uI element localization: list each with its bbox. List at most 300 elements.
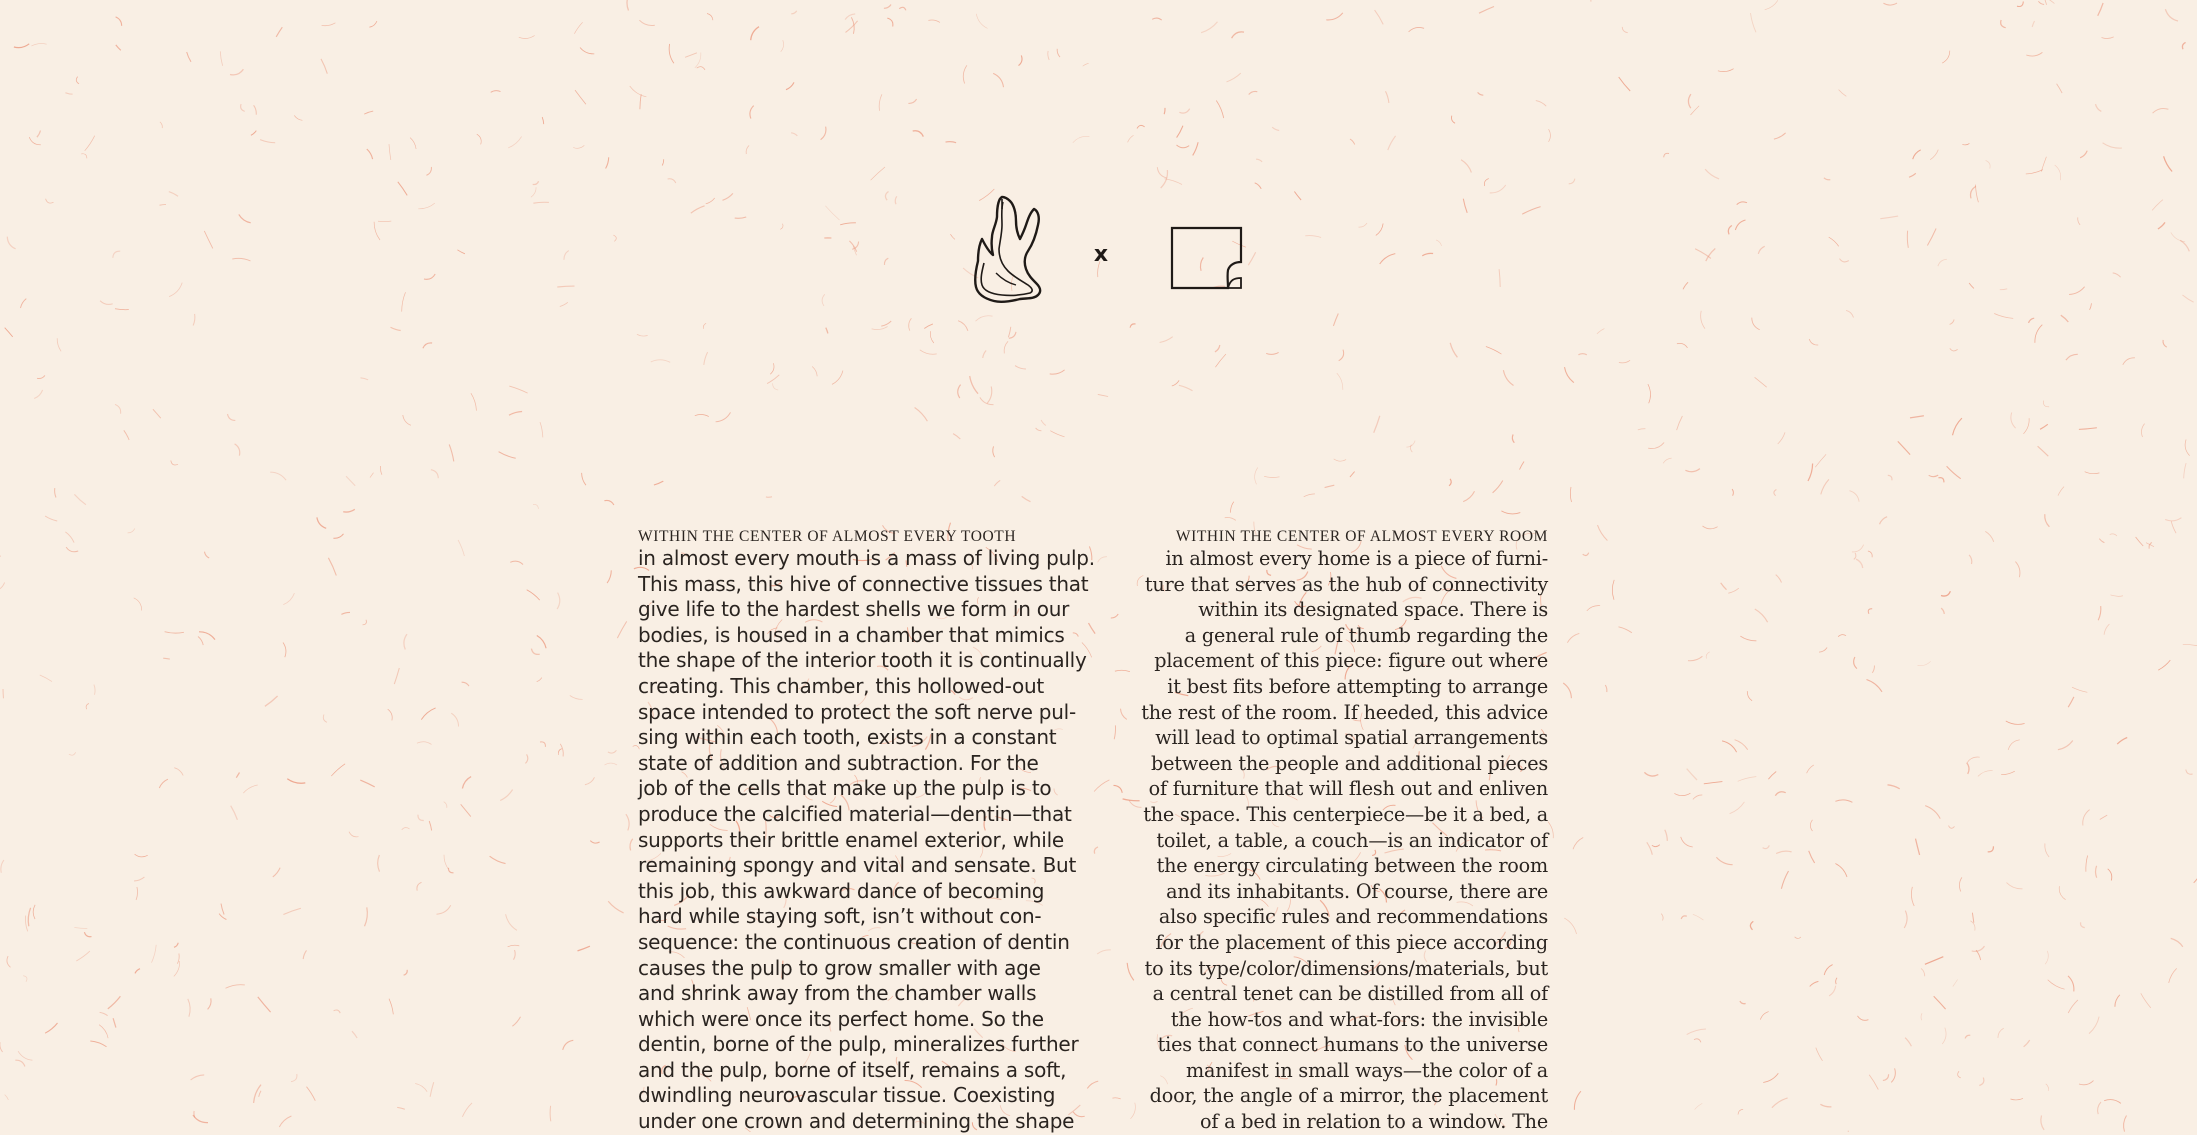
paper-fiber [2158, 222, 2165, 229]
right-column [1124, 527, 1548, 1135]
paper-fiber [1449, 479, 1451, 486]
paper-fiber [1681, 916, 1687, 919]
paper-fiber [1004, 341, 1008, 353]
paper-fiber [1693, 914, 1704, 920]
paper-fiber [2079, 1081, 2094, 1085]
paper-fiber [115, 404, 121, 413]
paper-fiber [1778, 432, 1785, 444]
paper-fiber [254, 105, 257, 114]
paper-fiber [76, 77, 79, 84]
paper-fiber [1888, 785, 1900, 789]
body-line: will lead to optimal spatial arrangements [1124, 725, 1548, 751]
paper-fiber [976, 316, 993, 321]
paper-fiber [662, 159, 664, 165]
paper-fiber [1819, 648, 1827, 653]
paper-fiber [2039, 0, 2054, 4]
paper-fiber [1019, 55, 1023, 65]
paper-fiber [751, 27, 759, 41]
paper-fiber [397, 1107, 405, 1109]
paper-fiber [1574, 1091, 1581, 1110]
paper-fiber [2024, 1040, 2030, 1047]
paper-fiber [1114, 785, 1123, 792]
paper-fiber [457, 250, 465, 254]
paper-fiber [895, 196, 897, 204]
paper-fiber [18, 1051, 32, 1060]
paper-fiber [1740, 1001, 1746, 1004]
paper-fiber [1988, 846, 1994, 852]
paper-fiber [506, 914, 517, 930]
paper-fiber [994, 480, 1000, 486]
paper-fiber [540, 422, 543, 437]
paper-fiber [1918, 661, 1931, 665]
paper-fiber [1094, 847, 1098, 854]
paper-fiber [365, 907, 368, 926]
paper-fiber [550, 1106, 551, 1122]
paper-fiber [1909, 173, 1916, 177]
paper-fiber [236, 773, 239, 778]
paper-fiber [1305, 236, 1321, 238]
paper-fiber [2011, 1098, 2024, 1100]
paper-fiber [3, 689, 4, 698]
paper-fiber [1695, 1103, 1703, 1109]
paper-fiber [1888, 475, 1892, 480]
paper-fiber [1677, 416, 1683, 430]
paper-fiber [2113, 273, 2121, 277]
paper-fiber [1883, 1074, 1889, 1080]
paper-fiber [980, 397, 994, 404]
paper-fiber [1695, 249, 1711, 259]
paper-fiber [1215, 345, 1220, 352]
paper-fiber [5, 1095, 9, 1100]
paper-fiber [953, 434, 960, 439]
paper-fiber [825, 206, 839, 220]
paper-fiber [2098, 3, 2103, 16]
paper-fiber [1612, 580, 1614, 600]
paper-fiber [1751, 13, 1757, 32]
paper-fiber [958, 321, 968, 331]
paper-fiber [1971, 186, 1976, 198]
body-line: of a bed in relation to a window. The [1124, 1109, 1548, 1135]
left-column [638, 527, 1078, 1135]
paper-fiber [1776, 575, 1782, 583]
body-line: job of the cells that make up the pulp is to [638, 776, 1078, 802]
paper-fiber [1512, 435, 1514, 443]
paper-fiber [2000, 289, 2007, 290]
paper-fiber [2186, 770, 2193, 775]
paper-fiber [241, 104, 245, 111]
paper-fiber [1652, 845, 1660, 847]
paper-fiber [1858, 1016, 1869, 1020]
paper-fiber [279, 1116, 291, 1127]
paper-fiber [2171, 521, 2176, 533]
paper-fiber [627, 0, 629, 11]
paper-fiber [426, 167, 431, 175]
paper-fiber [1333, 314, 1338, 326]
paper-fiber [321, 59, 327, 74]
paper-fiber [2026, 52, 2042, 56]
paper-fiber [1898, 441, 1910, 454]
paper-fiber [1829, 237, 1839, 246]
paper-fiber [514, 950, 516, 960]
body-line: the rest of the room. If heeded, this advice [1124, 700, 1548, 726]
paper-fiber [1795, 937, 1801, 939]
paper-fiber [1891, 1068, 1895, 1082]
paper-fiber [415, 1084, 427, 1092]
paper-fiber [1752, 318, 1760, 330]
paper-fiber [2059, 886, 2065, 900]
paper-fiber [1703, 526, 1718, 529]
paper-fiber [1450, 343, 1457, 358]
paper-fiber [37, 375, 45, 378]
paper-fiber [2153, 109, 2169, 114]
paper-fiber [993, 446, 995, 457]
paper-fiber [1048, 51, 1049, 60]
paper-fiber [958, 385, 961, 399]
paper-fiber [500, 790, 512, 801]
paper-fiber [94, 685, 95, 695]
paper-fiber [1157, 167, 1166, 178]
paper-fiber [1520, 462, 1525, 470]
paper-fiber [232, 258, 250, 261]
paper-fiber [1776, 851, 1791, 853]
paper-fiber [1810, 820, 1812, 831]
paper-fiber [1807, 765, 1814, 773]
paper-fiber [1570, 487, 1571, 502]
paper-fiber [74, 494, 86, 504]
paper-fiber [1763, 845, 1770, 848]
paper-fiber [1781, 871, 1788, 889]
paper-fiber [90, 1041, 106, 1047]
paper-fiber [1921, 968, 1925, 976]
body-line: ties that connect humans to the universe [1124, 1032, 1548, 1058]
body-line: a general rule of thumb regarding the [1124, 623, 1548, 649]
paper-fiber [1479, 7, 1494, 14]
paper-fiber [1836, 978, 1837, 985]
paper-fiber [2085, 472, 2100, 474]
paper-fiber [2136, 537, 2144, 546]
paper-fiber [369, 21, 377, 27]
paper-fiber [2006, 721, 2025, 724]
paper-fiber [1694, 1039, 1701, 1042]
paper-fiber [1774, 490, 1777, 496]
paper-fiber [1688, 94, 1690, 108]
body-line: the how-tos and what-fors: the invisible [1124, 1007, 1548, 1033]
paper-fiber [773, 383, 779, 390]
body-line: for the placement of this piece according [1124, 930, 1548, 956]
paper-fiber [1681, 837, 1693, 847]
paper-fiber [1050, 431, 1064, 437]
paper-fiber [477, 134, 481, 144]
paper-fiber [770, 363, 774, 374]
body-line: the energy circulating between the room [1124, 853, 1548, 879]
paper-fiber [881, 321, 891, 326]
paper-fiber [45, 516, 57, 521]
body-line: the shape of the interior tooth it is continually [638, 648, 1078, 674]
paper-fiber [1165, 179, 1183, 185]
paper-fiber [1869, 1075, 1878, 1090]
paper-fiber [590, 841, 599, 844]
paper-fiber [654, 481, 663, 485]
paper-fiber [1738, 1109, 1743, 1114]
paper-fiber [2040, 424, 2048, 429]
paper-fiber [746, 145, 749, 154]
paper-fiber [1499, 269, 1500, 287]
paper-fiber [1910, 416, 1924, 418]
paper-fiber [1938, 259, 1947, 266]
paper-fiber [1231, 502, 1234, 513]
paper-fiber [1706, 249, 1716, 262]
paper-fiber [169, 192, 178, 197]
paper-fiber [410, 138, 416, 149]
room-floorplan-icon [1170, 226, 1244, 290]
paper-fiber [1573, 838, 1583, 850]
paper-fiber [608, 901, 623, 913]
paper-fiber [1461, 160, 1471, 173]
paper-fiber [389, 144, 391, 160]
paper-fiber [564, 251, 569, 260]
paper-fiber [37, 131, 41, 138]
paper-fiber [1985, 531, 1993, 541]
body-line: door, the angle of a mirror, the placement [1124, 1083, 1548, 1109]
paper-fiber [1838, 635, 1846, 637]
body-line: sequence: the continuous creation of dentin [638, 930, 1078, 956]
paper-fiber [1388, 136, 1396, 150]
paper-fiber [1264, 476, 1279, 477]
paper-fiber [1359, 223, 1368, 227]
paper-fiber [1683, 282, 1688, 289]
body-line: a central tenet can be distilled from all of [1124, 981, 1548, 1007]
paper-fiber [695, 415, 709, 417]
paper-fiber [171, 461, 178, 466]
paper-fiber [2043, 401, 2049, 407]
paper-fiber [1934, 996, 1946, 1009]
paper-fiber [1036, 428, 1042, 431]
paper-fiber [1478, 92, 1484, 95]
paper-fiber [1693, 795, 1702, 800]
paper-fiber [920, 350, 937, 354]
paper-fiber [458, 540, 464, 556]
paper-fiber [1921, 1013, 1922, 1020]
body-line: sing within each tooth, exists in a constant [638, 725, 1078, 751]
paper-fiber [2104, 624, 2109, 635]
paper-fiber [2103, 143, 2122, 148]
paper-fiber [260, 140, 275, 143]
paper-fiber [1648, 384, 1651, 403]
paper-fiber [343, 509, 355, 512]
paper-fiber [1436, 240, 1442, 246]
paper-fiber [1747, 691, 1752, 701]
paper-fiber [2026, 170, 2043, 174]
paper-fiber [1674, 793, 1690, 795]
paper-fiber [199, 632, 215, 640]
paper-fiber [193, 1115, 208, 1123]
paper-fiber [605, 763, 618, 765]
paper-fiber [1255, 468, 1258, 485]
paper-fiber [1972, 946, 1985, 951]
paper-fiber [403, 415, 411, 425]
paper-fiber [2115, 995, 2120, 1007]
paper-fiber [1041, 420, 1046, 426]
paper-fiber [1605, 685, 1607, 692]
paper-fiber [2163, 340, 2167, 347]
paper-fiber [152, 945, 157, 963]
paper-fiber [389, 999, 393, 1015]
body-line: manifest in small ways—the color of a [1124, 1058, 1548, 1084]
paper-fiber [1172, 380, 1179, 386]
paper-fiber [574, 22, 582, 33]
paper-fiber [1730, 802, 1745, 814]
paper-fiber [509, 386, 527, 393]
paper-fiber [429, 821, 431, 831]
paper-fiber [563, 1040, 574, 1050]
paper-fiber [370, 473, 374, 478]
paper-fiber [668, 179, 676, 183]
paper-fiber [174, 943, 178, 948]
paper-fiber [1706, 652, 1710, 659]
paper-fiber [2152, 200, 2163, 211]
paper-fiber [1970, 921, 1975, 931]
paper-fiber [1113, 1098, 1121, 1099]
paper-fiber [1648, 443, 1664, 449]
body-line: of furniture that will flesh out and enliven [1124, 776, 1548, 802]
paper-fiber [1177, 145, 1190, 148]
paper-fiber [1201, 22, 1217, 33]
paper-fiber [2001, 20, 2006, 28]
paper-fiber [1718, 69, 1734, 72]
paper-fiber [444, 802, 447, 808]
paper-fiber [1578, 354, 1586, 355]
paper-fiber [651, 360, 670, 363]
paper-fiber [542, 117, 544, 124]
paper-fiber [1225, 517, 1236, 520]
paper-fiber [135, 969, 140, 974]
paper-fiber [116, 17, 122, 26]
paper-fiber [585, 777, 595, 784]
right-column-kicker: WITHIN THE CENTER OF ALMOST EVERY ROOM [1124, 527, 1548, 546]
paper-fiber [1179, 385, 1193, 391]
paper-fiber [1665, 830, 1668, 841]
paper-fiber [946, 142, 957, 143]
paper-fiber [1130, 324, 1135, 328]
paper-fiber [1598, 525, 1608, 540]
paper-fiber [1193, 142, 1198, 155]
paper-fiber [2066, 354, 2078, 360]
paper-fiber [1326, 13, 1343, 20]
paper-fiber [160, 122, 162, 128]
paper-fiber [1705, 169, 1719, 179]
paper-fiber [821, 127, 826, 140]
paper-fiber [695, 53, 701, 68]
paper-fiber [2045, 514, 2050, 527]
paper-fiber [1216, 101, 1223, 119]
paper-fiber [65, 93, 72, 94]
paper-fiber [361, 378, 369, 380]
paper-fiber [2038, 446, 2049, 456]
paper-fiber [430, 1082, 434, 1097]
paper-fiber [2011, 413, 2016, 429]
paper-fiber [1986, 161, 1991, 169]
paper-fiber [1962, 143, 1969, 145]
paper-fiber [2045, 951, 2048, 964]
paper-fiber [1810, 981, 1819, 986]
paper-fiber [1880, 216, 1898, 219]
body-line: in almost every home is a piece of furni- [1124, 546, 1548, 572]
paper-fiber [822, 294, 825, 306]
paper-fiber [1768, 772, 1776, 780]
paper-fiber [1824, 965, 1832, 975]
paper-fiber [100, 1012, 108, 1015]
paper-fiber [219, 914, 226, 920]
paper-fiber [685, 53, 697, 58]
paper-fiber [2141, 993, 2151, 1008]
paper-fiber [1386, 91, 1389, 103]
paper-fiber [341, 612, 350, 614]
paper-fiber [2108, 869, 2112, 881]
paper-fiber [402, 292, 406, 311]
paper-fiber [2164, 156, 2173, 171]
paper-fiber [884, 5, 891, 9]
paper-fiber [1835, 864, 1847, 878]
paper-fiber [1758, 246, 1764, 254]
paper-fiber [1942, 51, 1950, 64]
paper-fiber [531, 187, 536, 197]
paper-fiber [703, 323, 706, 329]
paper-fiber [1098, 394, 1108, 396]
paper-fiber [533, 504, 538, 509]
paper-fiber [1050, 370, 1065, 374]
paper-fiber [508, 945, 520, 947]
paper-fiber [540, 742, 545, 747]
paper-fiber [1339, 350, 1344, 361]
paper-fiber [950, 234, 955, 239]
paper-fiber [451, 713, 458, 726]
paper-fiber [1967, 763, 1969, 774]
paper-fiber [1740, 636, 1756, 641]
paper-fiber [1022, 496, 1031, 501]
paper-fiber [1958, 1071, 1961, 1078]
paper-fiber [723, 193, 733, 200]
paper-fiber [1868, 609, 1872, 614]
paper-fiber [1916, 839, 1920, 855]
body-line: and the pulp, borne of itself, remains a soft, [638, 1058, 1078, 1084]
body-line: within its designated space. There is [1124, 597, 1548, 623]
left-column-kicker: WITHIN THE CENTER OF ALMOST EVERY TOOTH [638, 527, 1078, 546]
paper-fiber [1493, 481, 1503, 493]
paper-fiber [1867, 680, 1883, 692]
paper-fiber [1638, 429, 1646, 430]
paper-fiber [1266, 352, 1278, 354]
paper-fiber [987, 387, 992, 404]
paper-fiber [1925, 806, 1940, 819]
paper-fiber [2165, 518, 2181, 521]
paper-fiber [1350, 472, 1355, 478]
paper-fiber [1114, 725, 1115, 739]
paper-fiber [1976, 185, 1979, 203]
paper-fiber [328, 558, 336, 576]
paper-fiber [512, 1017, 520, 1026]
paper-fiber [76, 951, 90, 961]
paper-fiber [364, 111, 373, 114]
paper-fiber [394, 668, 399, 684]
paper-fiber [1728, 588, 1739, 593]
paper-fiber [160, 205, 167, 206]
body-line: causes the pulp to grow smaller with age [638, 956, 1078, 982]
paper-fiber [378, 855, 380, 872]
paper-fiber [1738, 777, 1757, 782]
paper-fiber [1904, 911, 1907, 928]
paper-fiber [1913, 150, 1921, 159]
paper-fiber [1994, 314, 2013, 319]
